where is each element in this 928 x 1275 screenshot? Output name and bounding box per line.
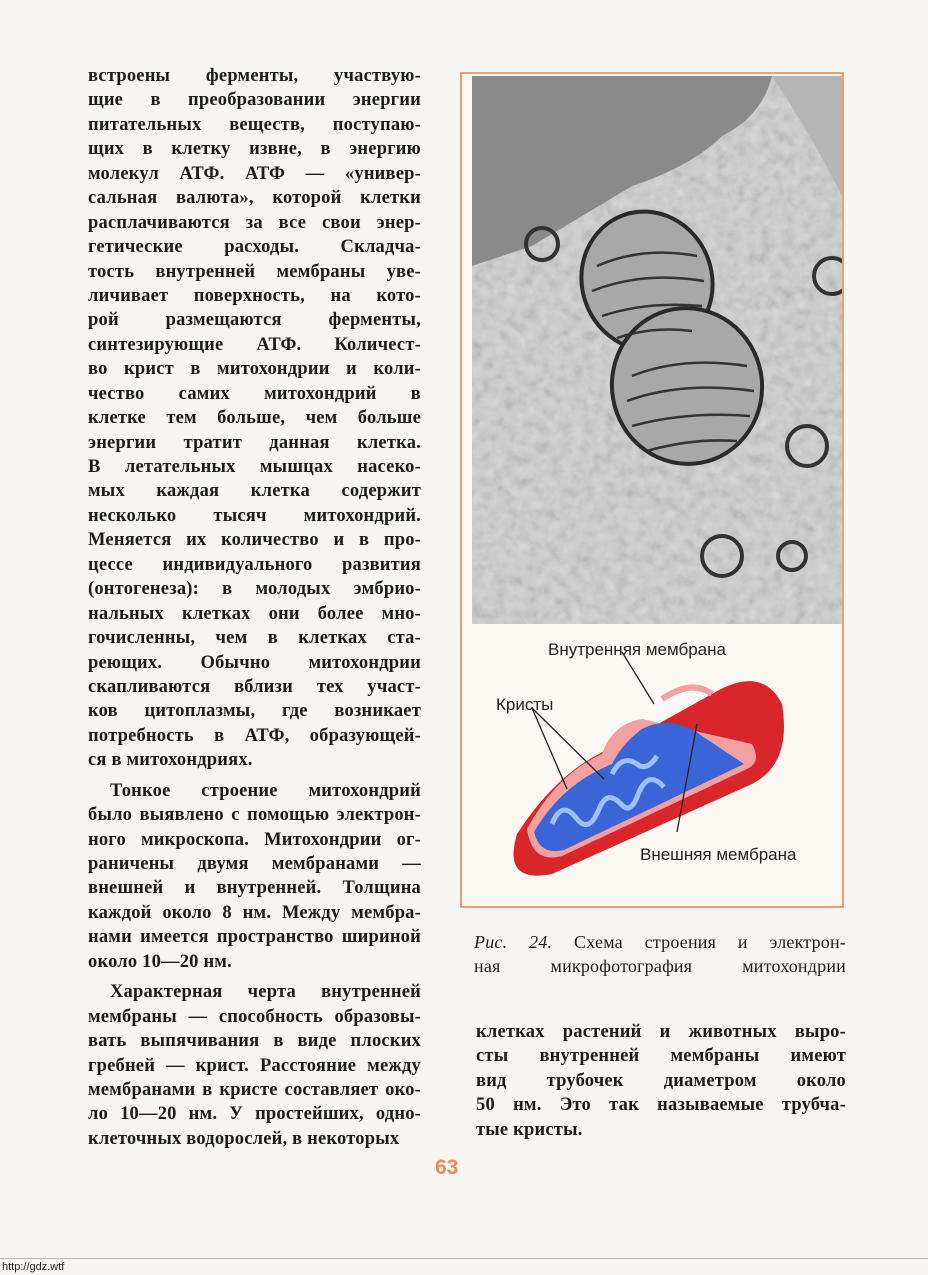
text-line: щих в клетку извне, в энергию <box>88 139 421 160</box>
text-line: питательных веществ, поступаю- <box>88 114 421 135</box>
text-line: каждой около 8 нм. Между мембра- <box>88 902 421 923</box>
text-line: клетках растений и животных выро- <box>476 1022 846 1042</box>
text-line: (онтогенеза): в молодых эмбрио- <box>88 579 421 600</box>
text-line: 50 нм. Это так называемые трубча- <box>476 1095 846 1116</box>
text-line: Меняется их количество и в про- <box>88 530 421 551</box>
caption-label: Рис. 24. <box>474 932 553 952</box>
text-line: мых каждая клетка содержит <box>88 481 421 502</box>
text-line: вид трубочек диаметром около <box>476 1070 846 1091</box>
text-line: тость внутренней мембраны уве- <box>88 261 421 282</box>
text-line: скапливаются вблизи тех участ- <box>88 676 421 697</box>
label-outer-membrane: Внешняя мембрана <box>640 845 797 864</box>
caption-line <box>474 930 846 954</box>
text-line: ков цитоплазмы, где возникает <box>88 701 421 722</box>
text-line: ного микроскопа. Митохондрии ог- <box>88 829 421 850</box>
text-line: сты внутренней мембраны имеют <box>476 1046 846 1067</box>
text-line: В летательных мышцах насеко- <box>88 457 421 477</box>
caption-line: ная микрофотография митохондрии <box>474 956 846 977</box>
caption-text: Схема строения и электрон- <box>574 932 846 952</box>
text-line: внешней и внутренней. Толщина <box>88 878 421 899</box>
left-text-column <box>88 64 421 1151</box>
page-number: 63 <box>435 1156 459 1179</box>
text-line: гочисленны, чем в клетках ста- <box>88 628 421 649</box>
text-line: было выявлено с помощью электрон- <box>88 805 421 826</box>
electron-micrograph <box>472 76 842 624</box>
label-inner-membrane: Внутренняя мембрана <box>548 640 726 659</box>
text-line: гребней — крист. Расстояние между <box>88 1055 421 1076</box>
text-line: потребность в АТФ, образующей- <box>88 725 421 746</box>
text-line: щие в преобразовании энергии <box>88 90 421 111</box>
text-line: цессе индивидуального развития <box>88 554 421 575</box>
label-cristae: Кристы <box>496 695 554 714</box>
text-line: несколько тысяч митохондрий. <box>88 505 421 526</box>
text-line: молекул АТФ. АТФ — «универ- <box>88 163 421 184</box>
text-line: Тонкое строение митохондрий <box>110 780 421 801</box>
text-line: реющих. Обычно митохондрии <box>88 652 421 673</box>
text-line: нальных клетках они более мно- <box>88 603 421 624</box>
figure-24 <box>460 72 844 908</box>
figure-caption <box>474 930 846 979</box>
text-line: энергии тратит данная клетка. <box>88 432 421 453</box>
right-text-column <box>476 1020 846 1142</box>
text-line: клетке тем больше, чем больше <box>88 408 421 429</box>
text-line: ло 10—20 нм. У простейших, одно- <box>88 1104 421 1125</box>
text-line: клеточных водорослей, в некоторых <box>88 1128 400 1149</box>
text-line: около 10—20 нм. <box>88 951 232 972</box>
text-line: ся в митохондриях. <box>88 750 253 771</box>
text-line: тые кристы. <box>476 1119 583 1140</box>
text-line: во крист в митохондрии и коли- <box>88 359 421 380</box>
text-line: мембранами в кристе составляет око- <box>88 1079 421 1100</box>
text-line: чество самих митохондрий в <box>88 383 421 404</box>
text-line: мембраны — способность образовы- <box>88 1006 421 1027</box>
text-line: сальная валюта», которой клетки <box>88 188 421 209</box>
footer-divider <box>0 1258 928 1259</box>
text-line: рой размещаются ферменты, <box>88 310 421 331</box>
text-line: гетические расходы. Складча- <box>88 237 421 258</box>
text-line: Характерная черта внутренней <box>110 982 421 1003</box>
text-line: личивает поверхность, на кото- <box>88 285 421 306</box>
footer-url[interactable]: http://gdz.wtf <box>2 1261 65 1273</box>
text-line: расплачиваются за все свои энер- <box>88 212 421 233</box>
text-line: нами имеется пространство шириной <box>88 927 421 948</box>
text-line: синтезирующие АТФ. Количест- <box>88 334 421 355</box>
text-line: вать выпячивания в виде плоских <box>88 1031 421 1052</box>
text-line: встроены ферменты, участвую- <box>88 66 421 86</box>
text-line: раничены двумя мембранами — <box>88 854 421 874</box>
